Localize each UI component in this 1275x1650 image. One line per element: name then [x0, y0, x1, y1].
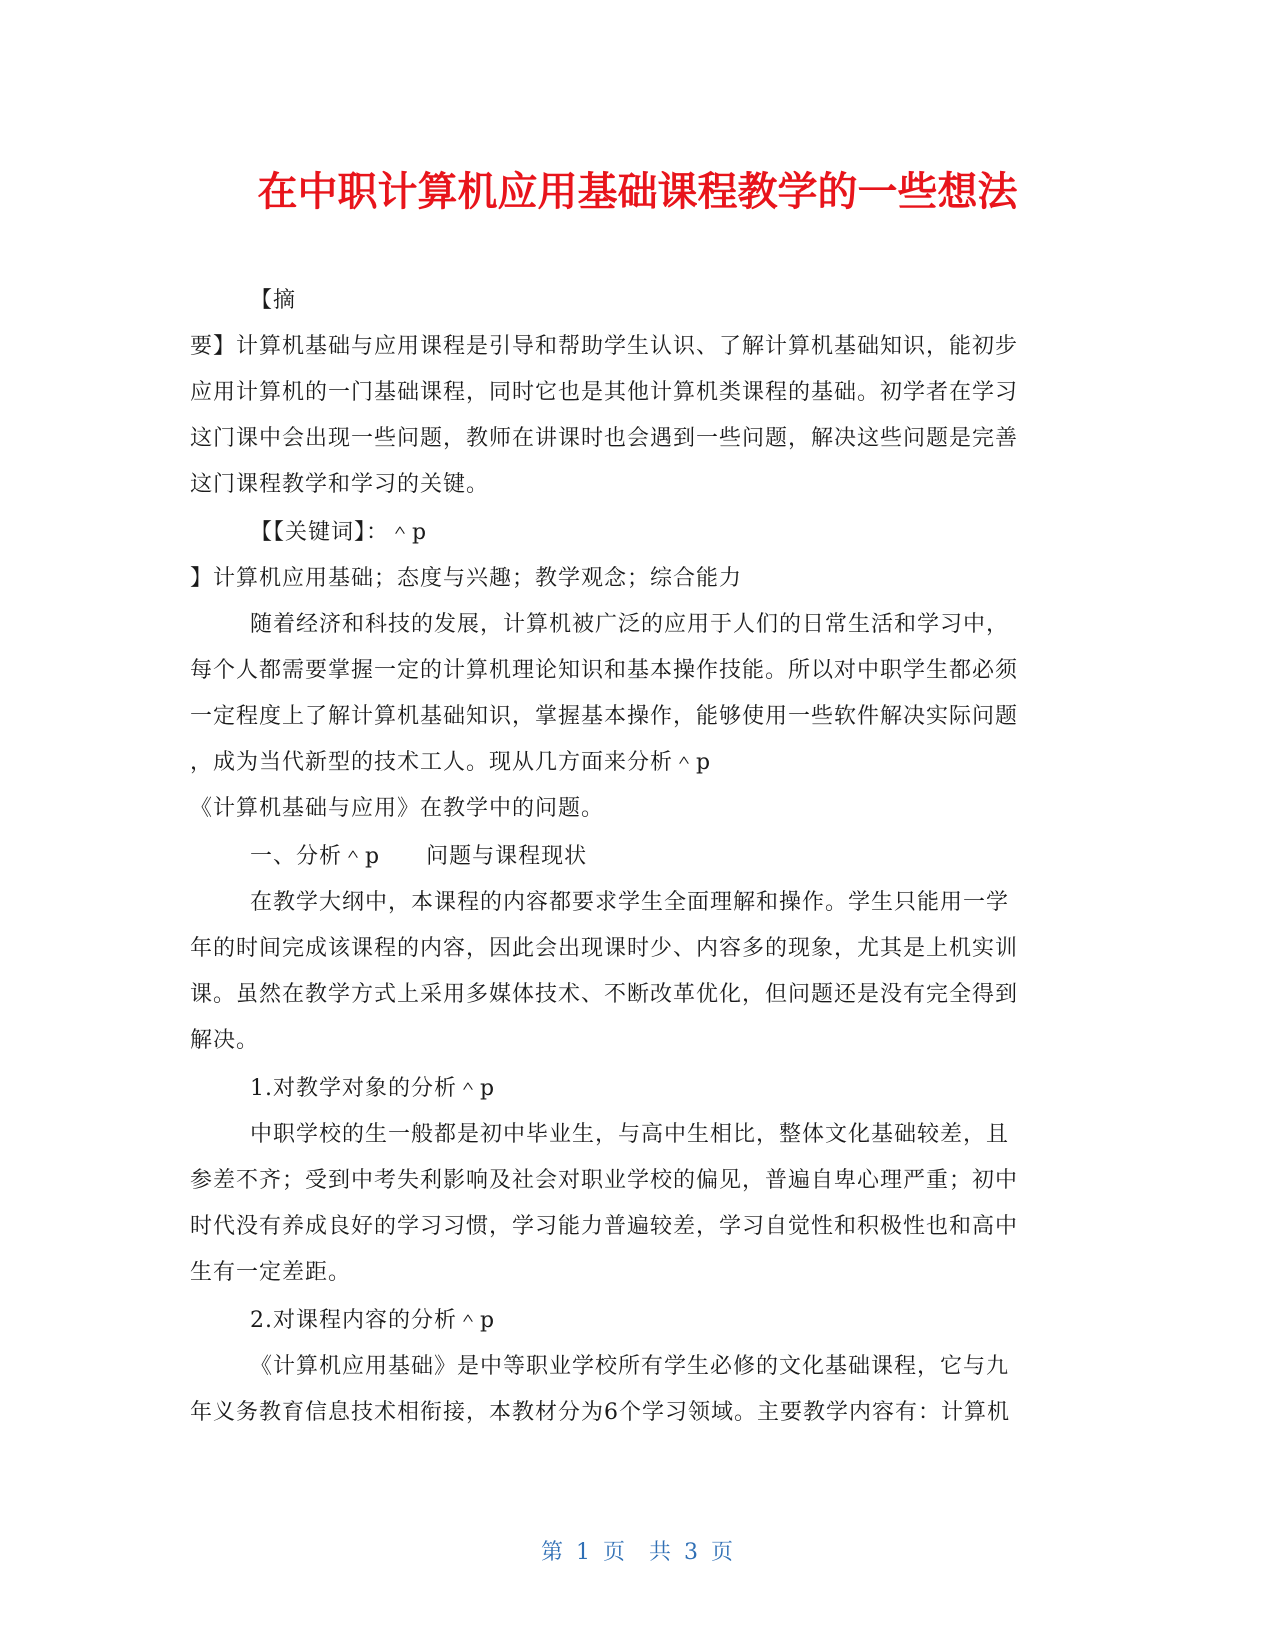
sub2-line-2: 年义务教育信息技术相衔接，本教材分为6个学习领域。主要教学内容有：计算机	[190, 1400, 1010, 1425]
section1-line-2: 年的时间完成该课程的内容，因此会出现课时少、内容多的现象，尤其是上机实训	[190, 936, 1019, 961]
sub2-line-1: 《计算机应用基础》是中等职业学校所有学生必修的文化基础课程，它与九	[250, 1354, 1010, 1379]
footer-prefix: 第	[540, 1540, 564, 1565]
intro-line-1: 随着经济和科技的发展，计算机被广泛的应用于人们的日常生活和学习中，	[250, 612, 1010, 637]
intro-line-4: ，成为当代新型的技术工人。现从几方面来分析＾p	[190, 750, 712, 775]
intro-line-3: 一定程度上了解计算机基础知识，掌握基本操作，能够使用一些软件解决实际问题	[190, 704, 1019, 729]
sub1-line-3: 时代没有养成良好的学习习惯，学习能力普遍较差，学习自觉性和积极性也和高中	[190, 1214, 1019, 1239]
page-footer	[0, 1535, 1275, 1566]
keywords-line: 】计算机应用基础；态度与兴趣；教学观念；综合能力	[190, 566, 743, 591]
sub1-line-2: 参差不齐；受到中考失利影响及社会对职业学校的偏见，普遍自卑心理严重；初中	[190, 1168, 1019, 1193]
keywords-label: 【【关键词】：＾p	[250, 520, 428, 545]
intro-line-5: 《计算机基础与应用》在教学中的问题。	[190, 796, 605, 821]
footer-page-number: 1	[575, 1540, 591, 1565]
abstract-line-1: 要】计算机基础与应用课程是引导和帮助学生认识、了解计算机基础知识，能初步	[190, 334, 1019, 359]
section-heading-1: 一、分析＾p 问题与课程现状	[250, 844, 588, 869]
section1-line-1: 在教学大纲中，本课程的内容都要求学生全面理解和操作。学生只能用一学	[250, 890, 1010, 915]
sub1-line-4: 生有一定差距。	[190, 1260, 352, 1285]
footer-total-pages: 3	[684, 1540, 699, 1565]
section1-line-3: 课。虽然在教学方式上采用多媒体技术、不断改革优化，但问题还是没有完全得到	[190, 982, 1019, 1007]
document-title: 在中职计算机应用基础课程教学的一些想法	[257, 169, 1018, 215]
abstract-label: 【摘	[250, 288, 297, 313]
subheading-1: 1.对教学对象的分析＾p	[250, 1076, 496, 1101]
intro-line-2: 每个人都需要掌握一定的计算机理论知识和基本操作技能。所以对中职学生都必须	[190, 658, 1019, 683]
abstract-line-2: 应用计算机的一门基础课程，同时它也是其他计算机类课程的基础。初学者在学习	[190, 380, 1019, 405]
sub1-line-1: 中职学校的生一般都是初中毕业生，与高中生相比，整体文化基础较差，且	[250, 1122, 1010, 1147]
section1-line-4: 解决。	[190, 1028, 260, 1053]
subheading-2: 2.对课程内容的分析＾p	[250, 1308, 496, 1333]
footer-middle: 页 共	[602, 1540, 672, 1565]
footer-suffix: 页	[711, 1540, 735, 1565]
abstract-line-4: 这门课程教学和学习的关键。	[190, 472, 490, 497]
abstract-line-3: 这门课中会出现一些问题，教师在讲课时也会遇到一些问题，解决这些问题是完善	[190, 426, 1019, 451]
